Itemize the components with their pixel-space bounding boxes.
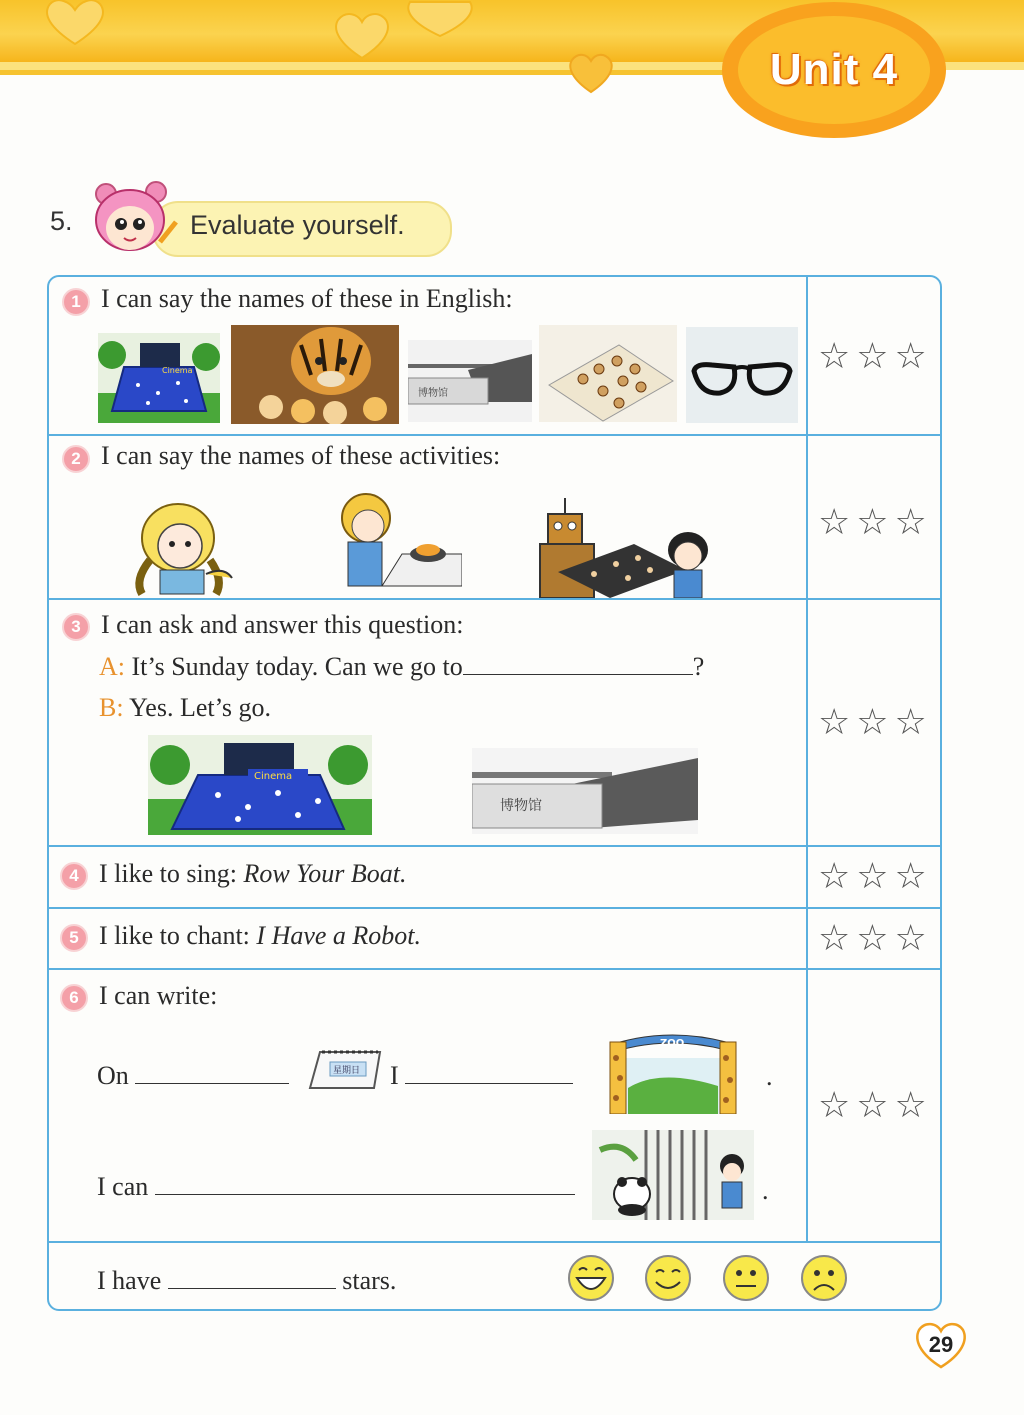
rating-stars[interactable]: ☆☆☆ [818,702,933,743]
day-blank[interactable] [135,1059,289,1084]
rating-stars[interactable]: ☆☆☆ [818,502,933,543]
write-i-label: I [390,1061,399,1090]
row-3-text: I can ask and answer this question: [101,610,464,639]
calendar-icon [304,1046,382,1092]
row-divider [49,1241,940,1243]
row-4-text [99,859,406,889]
smiling-face-icon[interactable] [644,1254,692,1302]
girl-reading-icon [120,500,244,596]
row-number-badge: 5 [60,924,88,952]
svg-text:博物馆: 博物馆 [418,388,448,399]
stars-total-line [97,1264,396,1296]
unit-badge [722,2,946,138]
chant-title: I Have a Robot. [256,921,422,950]
row-divider [49,907,940,909]
page-number: 29 [928,1332,954,1357]
stars-total-blank[interactable] [168,1264,336,1289]
neutral-face-icon[interactable] [722,1254,770,1302]
rating-stars[interactable]: ☆☆☆ [818,1085,933,1126]
write-on-label: On [97,1061,129,1090]
museum-icon [472,748,698,834]
sad-face-icon[interactable] [800,1254,848,1302]
speaker-a-label: A: [99,652,125,681]
row-1-text: I can say the names of these in English: [101,284,513,313]
row-number-badge: 6 [60,984,88,1012]
row-number-badge: 2 [62,445,90,473]
svg-text:Cinema: Cinema [254,771,293,782]
i-have-label: I have [97,1266,162,1295]
task-number: 5. [50,206,73,236]
dialogue-line-a [99,650,704,682]
speaker-b-label: B: [99,693,124,722]
heart-decoration-icon [565,50,617,94]
activity-blank[interactable] [405,1059,573,1084]
row-4-plain: I like to sing: [99,859,237,888]
answer-blank[interactable] [463,650,693,675]
row-divider [49,968,940,970]
row-number-badge: 4 [60,862,88,890]
laughing-face-icon[interactable] [567,1254,615,1302]
stars-label: stars. [342,1266,397,1295]
glasses-icon [686,327,798,423]
heart-decoration-icon [40,0,110,48]
row-5-text [99,921,421,951]
row-number-badge: 1 [62,288,90,316]
rating-stars[interactable]: ☆☆☆ [818,918,933,959]
row-divider [49,845,940,847]
zoo-gate-icon [600,1028,746,1114]
tiger-icon [231,325,399,424]
cinema-icon [98,333,220,423]
museum-icon [408,340,532,422]
dialogue-b-text: Yes. Let’s go. [129,693,271,722]
robot-chess-icon [538,492,716,598]
dialogue-line-b [99,693,271,723]
row-6-text: I can write: [99,981,218,1010]
row-5-plain: I like to chant: [99,921,250,950]
sentence-blank[interactable] [155,1170,575,1195]
svg-text:博物馆: 博物馆 [500,798,542,814]
question-mark: ? [692,652,705,681]
svg-text:ZOO: ZOO [660,1038,685,1049]
write-line-1b [390,1059,573,1091]
chess-icon [539,325,677,422]
line-2-period: . [762,1176,769,1205]
rating-stars[interactable]: ☆☆☆ [818,856,933,897]
unit-label: Unit 4 [738,16,930,124]
row-divider [49,434,940,436]
header-stripe-lower [0,70,730,75]
svg-text:Cinema: Cinema [162,366,193,375]
heart-decoration-icon [400,0,480,38]
write-i-can-label: I can [97,1172,149,1201]
write-line-2 [97,1170,575,1202]
row-number-badge: 3 [62,613,90,641]
panda-icon [592,1130,754,1220]
girl-mascot-icon [84,180,180,260]
rating-stars[interactable]: ☆☆☆ [818,336,933,377]
row-divider [49,598,940,600]
dialogue-a-text: It’s Sunday today. Can we go to [131,652,463,681]
row-2-text: I can say the names of these activities: [101,441,501,470]
song-title: Row Your Boat. [243,859,407,888]
svg-text:星期日: 星期日 [333,1066,361,1076]
column-divider [806,277,808,1243]
line-1-period: . [766,1062,773,1091]
girl-cooking-icon [322,490,462,596]
write-line-1 [97,1059,289,1091]
task-title: Evaluate yourself. [190,210,405,240]
heart-decoration-icon [330,8,394,62]
cinema-icon [148,735,372,835]
